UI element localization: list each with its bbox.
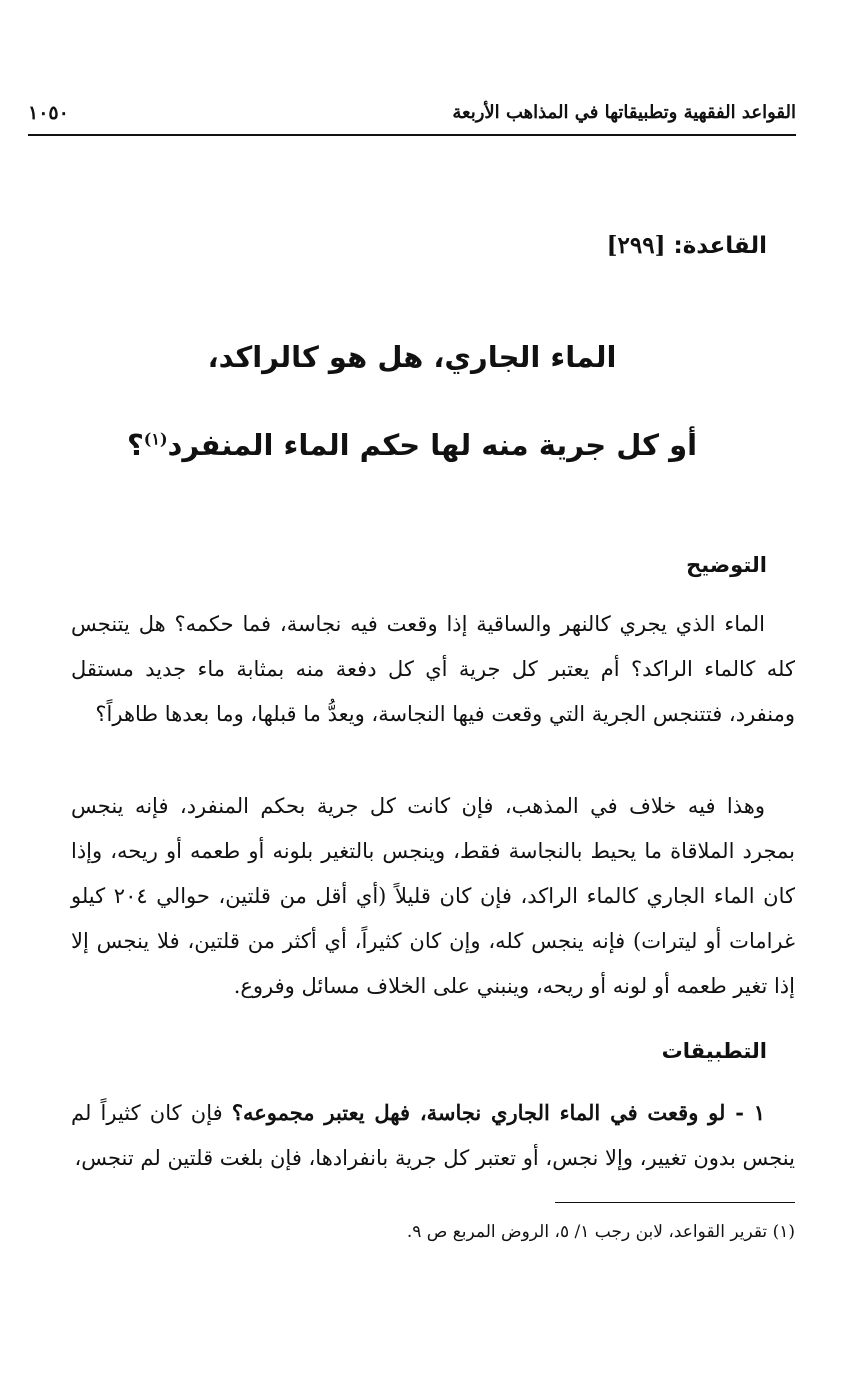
footnote-ref[interactable]: (١) [143,429,168,449]
rule-title-line2-text: أو كل جرية منه لها حكم الماء المنفرد [167,428,698,462]
explanation-heading: التوضيح [686,553,767,577]
application-1-rest: فإن كان كثيراً لم ينجس بدون تغيير، وإلا نجس، أو تعتبر كل جرية بانفرادها، فإن بلغت قلتين لم تنجس، [71,1101,795,1170]
explanation-paragraph-1 [71,602,795,737]
rule-title-end: ؟ [126,428,144,462]
page-number: ١٠٥٠ [28,102,69,124]
running-title: القواعد الفقهية وتطبيقاتها في المذاهب الأربعة [452,102,796,123]
applications-heading: التطبيقات [661,1039,767,1063]
running-header [28,94,796,136]
rule-title-line2 [28,428,796,462]
explanation-p2-text: وهذا فيه خلاف في المذهب، فإن كانت كل جرية بحكم المنفرد، فإنه ينجس بمجرد الملاقاة ما يحيط بالنجاسة فقط، وينجس بالتغير بلونه أو طعمه أو ريحه، وإذا كان الماء الجاري كالماء الراكد، فإن كان قليلاً (أي أقل من قلتين، حوالي ٢٠٤ كيلو غرامات أو ليترات) فإنه ينجس كله، وإن كان كثيراً، أي أكثر من قلتين، فلا ينجس إلا إذا تغير طعمه أو لونه أو ريحه، وينبني على الخلاف مسائل وفروع. [71,794,795,998]
application-1-lead: ١ - لو وقعت في الماء الجاري نجاسة، فهل يعتبر مجموعه؟ [231,1100,765,1125]
application-1-text [71,1090,795,1181]
footnote: (١) تقرير القواعد، لابن رجب ١/ ٥، الروض المربع ص ٩. [406,1222,795,1242]
footnote-divider [555,1202,795,1203]
application-1 [71,1090,795,1181]
explanation-paragraph-2 [71,784,795,1009]
rule-label [607,232,767,259]
rule-number: [٢٩٩] [606,232,666,259]
explanation-p1-text: الماء الذي يجري كالنهر والساقية إذا وقعت فيه نجاسة، فما حكمه؟ هل يتنجس كله كالماء الراكد؟ أم يعتبر كل جرية أي كل دفعة منه بمثابة ماء جديد مستقل ومنفرد، فتتنجس الجرية التي وقعت فيها النجاسة، ويعدُّ ما قبلها، وما بعدها طاهراً؟ [71,612,795,726]
rule-label-text: القاعدة: [673,233,767,259]
rule-title-line1: الماء الجاري، هل هو كالراكد، [207,340,617,374]
